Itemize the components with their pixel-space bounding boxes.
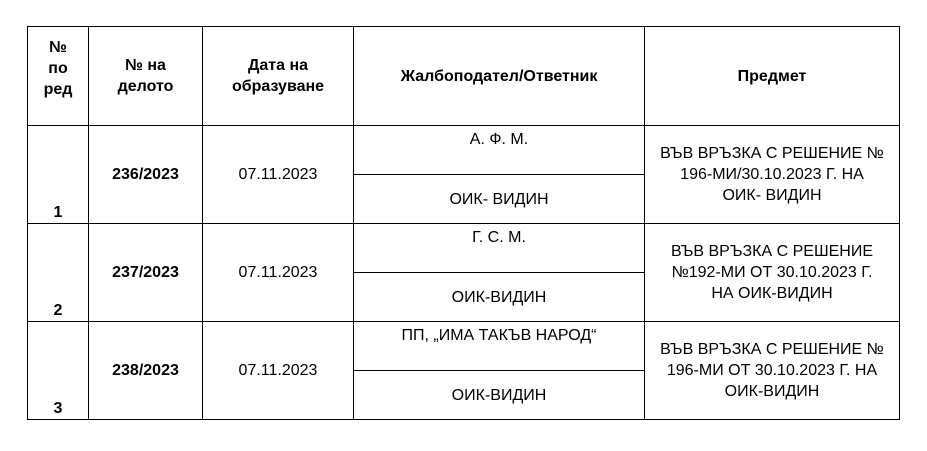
case-number: 237/2023 — [89, 224, 203, 322]
header-no-line2: по — [48, 60, 68, 77]
case-number: 238/2023 — [89, 322, 203, 420]
table-row — [28, 322, 900, 371]
header-row — [28, 27, 900, 126]
header-case-line2: делото — [117, 78, 174, 95]
subject-line: №192-МИ ОТ 30.10.2023 Г. — [671, 264, 873, 281]
row-number: 3 — [28, 322, 89, 420]
subject-line: НА ОИК-ВИДИН — [711, 285, 833, 302]
subject-line: 196-МИ/30.10.2023 Г. НА — [680, 166, 864, 183]
subject-line: ВЪВ ВРЪЗКА С РЕШЕНИЕ № — [660, 145, 884, 162]
header-date-line2: образуване — [231, 78, 325, 95]
header-case-line1: № на — [125, 57, 166, 74]
subject-line: 196-МИ ОТ 30.10.2023 Г. НА — [666, 362, 878, 379]
header-no-line3: ред — [43, 81, 73, 98]
filing-date: 07.11.2023 — [203, 224, 354, 322]
respondent: ОИК-ВИДИН — [354, 371, 645, 420]
respondent: ОИК-ВИДИН — [354, 273, 645, 322]
row-number: 1 — [28, 126, 89, 224]
filing-date: 07.11.2023 — [203, 322, 354, 420]
header-case-number — [89, 27, 203, 126]
subject — [645, 224, 900, 322]
header-date-line1: Дата на — [247, 57, 309, 74]
header-parties: Жалбоподател/Ответник — [354, 27, 645, 126]
subject-line: ВЪВ ВРЪЗКА С РЕШЕНИЕ — [670, 243, 874, 260]
subject-line: ОИК- ВИДИН — [722, 187, 822, 204]
complainant: Г. С. М. — [354, 224, 645, 273]
table-row — [28, 224, 900, 273]
subject-line: ОИК-ВИДИН — [724, 383, 820, 400]
case-number: 236/2023 — [89, 126, 203, 224]
subject-line: ВЪВ ВРЪЗКА С РЕШЕНИЕ № — [660, 341, 884, 358]
subject — [645, 322, 900, 420]
respondent: ОИК- ВИДИН — [354, 175, 645, 224]
header-date — [203, 27, 354, 126]
complainant: А. Ф. М. — [354, 126, 645, 175]
header-row-number — [28, 27, 89, 126]
cases-table — [27, 26, 900, 420]
filing-date: 07.11.2023 — [203, 126, 354, 224]
complainant: ПП, „ИМА ТАКЪВ НАРОД“ — [354, 322, 645, 371]
subject — [645, 126, 900, 224]
header-no-line1: № — [49, 39, 67, 56]
header-subject: Предмет — [645, 27, 900, 126]
row-number: 2 — [28, 224, 89, 322]
table-row — [28, 126, 900, 175]
